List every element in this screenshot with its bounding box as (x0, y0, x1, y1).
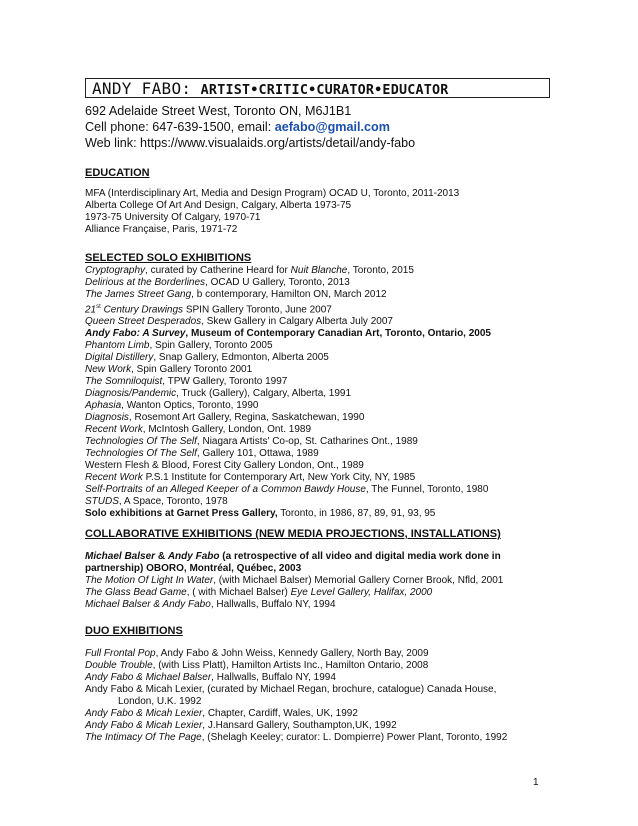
solo-exhibition-item (85, 424, 555, 436)
solo-exhibition-item-text: New Work (85, 364, 132, 376)
solo-exhibition-item (85, 388, 555, 400)
collaborative-exhibition-item-text: The Glass Bead Game (85, 587, 187, 598)
duo-exhibition-item-text: Andy Fabo & Micah Lexier (85, 708, 203, 719)
artist-name: ANDY FABO (92, 79, 182, 98)
solo-exhibition-item-text: , Skew Gallery in Calgary Alberta July 2007 (201, 316, 393, 328)
solo-exhibition-item (85, 484, 555, 496)
section-heading-education: EDUCATION (85, 167, 150, 179)
email-link[interactable]: aefabo@gmail.com (274, 120, 390, 135)
duo-exhibition-item-text: , (Shelagh Keeley; curator: L. Dompierre) Power Plant, Toronto, 1992 (201, 732, 508, 743)
solo-exhibition-item (85, 508, 555, 520)
solo-exhibition-item (85, 265, 555, 277)
solo-exhibition-item-text: Digital Distillery (85, 352, 154, 364)
duo-exhibition-item-text: Andy Fabo & Micah Lexier (85, 720, 203, 731)
education-item: Alberta College Of Art And Design, Calgary, Alberta 1973-75 (85, 200, 352, 211)
solo-exhibition-item-text: P.S.1 Institute for Contemporary Art, New York City, NY, 1985 (142, 472, 416, 484)
solo-exhibition-item-text: Western Flesh & Blood, Forest City Gallery London, Ont., 1989 (85, 460, 364, 472)
solo-exhibition-item (85, 496, 555, 508)
solo-exhibition-item (85, 301, 555, 316)
section-heading-duo: DUO EXHIBITIONS (85, 625, 183, 637)
solo-exhibition-item-text: STUDS (85, 496, 119, 508)
solo-exhibition-item-text: , TPW Gallery, Toronto 1997 (162, 376, 288, 388)
solo-exhibition-item-text: Nuit Blanche (290, 265, 348, 276)
contact-block (85, 103, 555, 152)
solo-exhibition-item-text: 21 (85, 304, 97, 316)
web-link-line[interactable]: Web link: https://www.visualaids.org/artists/detail/andy-fabo (85, 136, 416, 151)
solo-exhibition-item (85, 364, 555, 376)
solo-exhibition-item-text: , Rosemont Art Gallery, Regina, Saskatchewan, 1990 (128, 412, 365, 424)
duo-exhibition-item (85, 684, 555, 696)
duo-exhibition-item-text: , Chapter, Cardiff, Wales, UK, 1992 (202, 708, 358, 719)
duo-exhibition-item-text: , Andy Fabo & John Weiss, Kennedy Gallery, North Bay, 2009 (155, 648, 429, 659)
collaborative-exhibition-item-text: , (with Michael Balser) Memorial Gallery Corner Brook, Nfld, 2001 (213, 575, 504, 586)
education-item: Alliance Française, Paris, 1971-72 (85, 224, 238, 235)
solo-exhibition-item-text: , Spin Gallery, Toronto 2005 (149, 340, 273, 352)
duo-exhibition-item-text: , J.Hansard Gallery, Southampton,UK, 1992 (202, 720, 397, 731)
solo-exhibition-item-text: The Somniloquist (85, 376, 163, 388)
solo-exhibition-item-text: , curated by Catherine Heard for (145, 265, 291, 276)
duo-exhibition-item (85, 720, 555, 732)
solo-exhibition-item (85, 448, 555, 460)
solo-exhibition-item (85, 436, 555, 448)
solo-exhibitions-section (85, 252, 555, 520)
duo-exhibition-item-text: , (with Liss Platt), Hamilton Artists Inc., Hamilton Ontario, 2008 (152, 660, 429, 671)
solo-exhibition-item-text: , Spin Gallery Toronto 2001 (131, 364, 253, 376)
solo-exhibition-item-text: Cryptography (85, 265, 146, 276)
collaborative-exhibition-item (85, 575, 555, 587)
duo-exhibition-item (85, 708, 555, 720)
solo-exhibition-item-text: Toronto, in 1986, 87, 89, 91, 93, 95 (277, 508, 436, 520)
solo-exhibition-item (85, 412, 555, 424)
solo-exhibition-item (85, 352, 555, 364)
duo-exhibition-item-text: Full Frontal Pop (85, 648, 156, 659)
collaborative-exhibition-item-text: (a retrospective of all video and digital media work done in partnership) OBORO, Montréal, Québec, 2003 (85, 551, 501, 574)
solo-exhibition-item (85, 472, 555, 484)
name-separator: : (181, 79, 201, 98)
solo-exhibition-item (85, 400, 555, 412)
solo-exhibition-item (85, 316, 555, 328)
solo-exhibition-item-text: st (96, 304, 101, 310)
duo-exhibition-item-text: Andy Fabo & Micah Lexier, (curated by Michael Regan, brochure, catalogue) Canada House, (85, 684, 497, 695)
duo-exhibition-item (85, 672, 555, 684)
solo-exhibition-item-text: Diagnosis (85, 412, 129, 424)
solo-exhibition-item-text: Recent Work (85, 424, 143, 436)
solo-exhibition-item-text: Century Drawings (100, 304, 184, 316)
collaborative-exhibitions-section (85, 528, 555, 611)
solo-exhibition-item-text: , A Space, Toronto, 1978 (118, 496, 228, 508)
collaborative-exhibition-item-text: Michael Balser (85, 551, 156, 562)
duo-exhibition-item (85, 696, 555, 708)
collaborative-exhibition-item-text: , Hallwalls, Buffalo NY, 1994 (210, 599, 336, 610)
address-line: 692 Adelaide Street West, Toronto ON, M6J1B1 (85, 104, 352, 118)
solo-exhibition-item (85, 340, 555, 352)
solo-exhibition-item-text: , b contemporary, Hamilton ON, March 2012 (191, 289, 387, 300)
solo-exhibition-item-text: , McIntosh Gallery, London, Ont. 1989 (142, 424, 312, 436)
education-section (85, 167, 555, 236)
section-heading-solo: SELECTED SOLO EXHIBITIONS (85, 252, 252, 264)
solo-exhibition-item (85, 328, 555, 340)
artist-titles: ARTIST•CRITIC•CURATOR•EDUCATOR (200, 83, 449, 98)
duo-exhibition-item-text: London, U.K. 1992 (118, 696, 202, 707)
solo-exhibition-item-text: , Truck (Gallery), Calgary, Alberta, 1991 (176, 388, 352, 400)
phone-email-line (85, 119, 555, 135)
duo-exhibition-item (85, 732, 555, 744)
solo-exhibition-item-text: , Museum of Contemporary Canadian Art, Toronto, Ontario, 2005 (185, 328, 491, 340)
duo-exhibitions-section (85, 625, 555, 744)
solo-exhibition-item-text: The James Street Gang (85, 289, 192, 300)
solo-exhibition-item-text: , Snap Gallery, Edmonton, Alberta 2005 (153, 352, 329, 364)
duo-exhibition-item-text: Andy Fabo & Michael Balser (85, 672, 212, 683)
solo-exhibition-item-text: Self-Portraits of an Alleged Keeper of a Common Bawdy House (85, 484, 366, 496)
solo-exhibition-item-text: Aphasia (85, 400, 122, 412)
solo-exhibition-item-text: , Gallery 101, Ottawa, 1989 (196, 448, 319, 460)
solo-exhibition-item-text: , Toronto, 2015 (347, 265, 414, 276)
solo-exhibition-item-text: Phantom Limb (85, 340, 150, 352)
education-item: 1973-75 University Of Calgary, 1970-71 (85, 212, 261, 223)
collaborative-exhibition-item-text: Andy Fabo (167, 551, 220, 562)
solo-exhibition-item-text: Technologies Of The Self (85, 436, 197, 448)
solo-exhibition-item-text: , Wanton Optics, Toronto, 1990 (121, 400, 259, 412)
page-number: 1 (533, 777, 539, 788)
solo-exhibition-item-text: Technologies Of The Self (85, 448, 197, 460)
solo-exhibition-item-text: , OCAD U Gallery, Toronto, 2013 (205, 277, 350, 288)
collaborative-exhibition-item (85, 599, 555, 611)
phone-text: Cell phone: 647-639-1500, email: (85, 120, 275, 135)
solo-exhibition-item (85, 460, 555, 472)
education-item: MFA (Interdisciplinary Art, Media and Design Program) OCAD U, Toronto, 2011-2013 (85, 188, 460, 199)
solo-exhibition-item-text: , Niagara Artists' Co-op, St. Catharines Ont., 1989 (196, 436, 418, 448)
solo-exhibition-item-text: SPIN Gallery Toronto, June 2007 (183, 304, 332, 316)
collaborative-exhibition-item-text: Eye Level Gallery, Halifax, 2000 (290, 587, 433, 598)
solo-exhibition-item-text: Andy Fabo: A Survey (85, 328, 186, 340)
duo-exhibition-item-text: , Hallwalls, Buffalo NY, 1994 (211, 672, 336, 683)
solo-exhibition-item-text: Recent Work (85, 472, 143, 484)
solo-exhibition-item (85, 277, 555, 289)
duo-exhibition-item (85, 648, 555, 660)
duo-exhibition-item-text: Double Trouble (85, 660, 153, 671)
solo-exhibition-item (85, 289, 555, 301)
solo-exhibition-item-text: Diagnosis/Pandemic (85, 388, 177, 400)
collaborative-exhibition-item-text: Michael Balser & Andy Fabo (85, 599, 211, 610)
solo-exhibition-item-text: Solo exhibitions at Garnet Press Gallery, (85, 508, 278, 520)
solo-exhibition-item (85, 376, 555, 388)
collaborative-exhibition-item-text: The Motion Of Light In Water (85, 575, 214, 586)
duo-exhibition-item-text: The Intimacy Of The Page (85, 732, 202, 743)
collaborative-exhibition-item-text: , ( with Michael Balser) (186, 587, 291, 598)
collaborative-exhibition-item (85, 551, 555, 575)
section-heading-collaborative: COLLABORATIVE EXHIBITIONS (NEW MEDIA PROJECTIONS, INSTALLATIONS) (85, 528, 501, 540)
solo-exhibition-item-text: , The Funnel, Toronto, 1980 (365, 484, 489, 496)
solo-exhibition-item-text: Queen Street Desperados (85, 316, 202, 328)
collaborative-exhibition-item (85, 587, 555, 599)
solo-exhibition-item-text: Delirious at the Borderlines (85, 277, 206, 288)
collaborative-exhibition-item-text: & (155, 551, 168, 562)
name-title-banner (85, 78, 550, 98)
duo-exhibition-item (85, 660, 555, 672)
